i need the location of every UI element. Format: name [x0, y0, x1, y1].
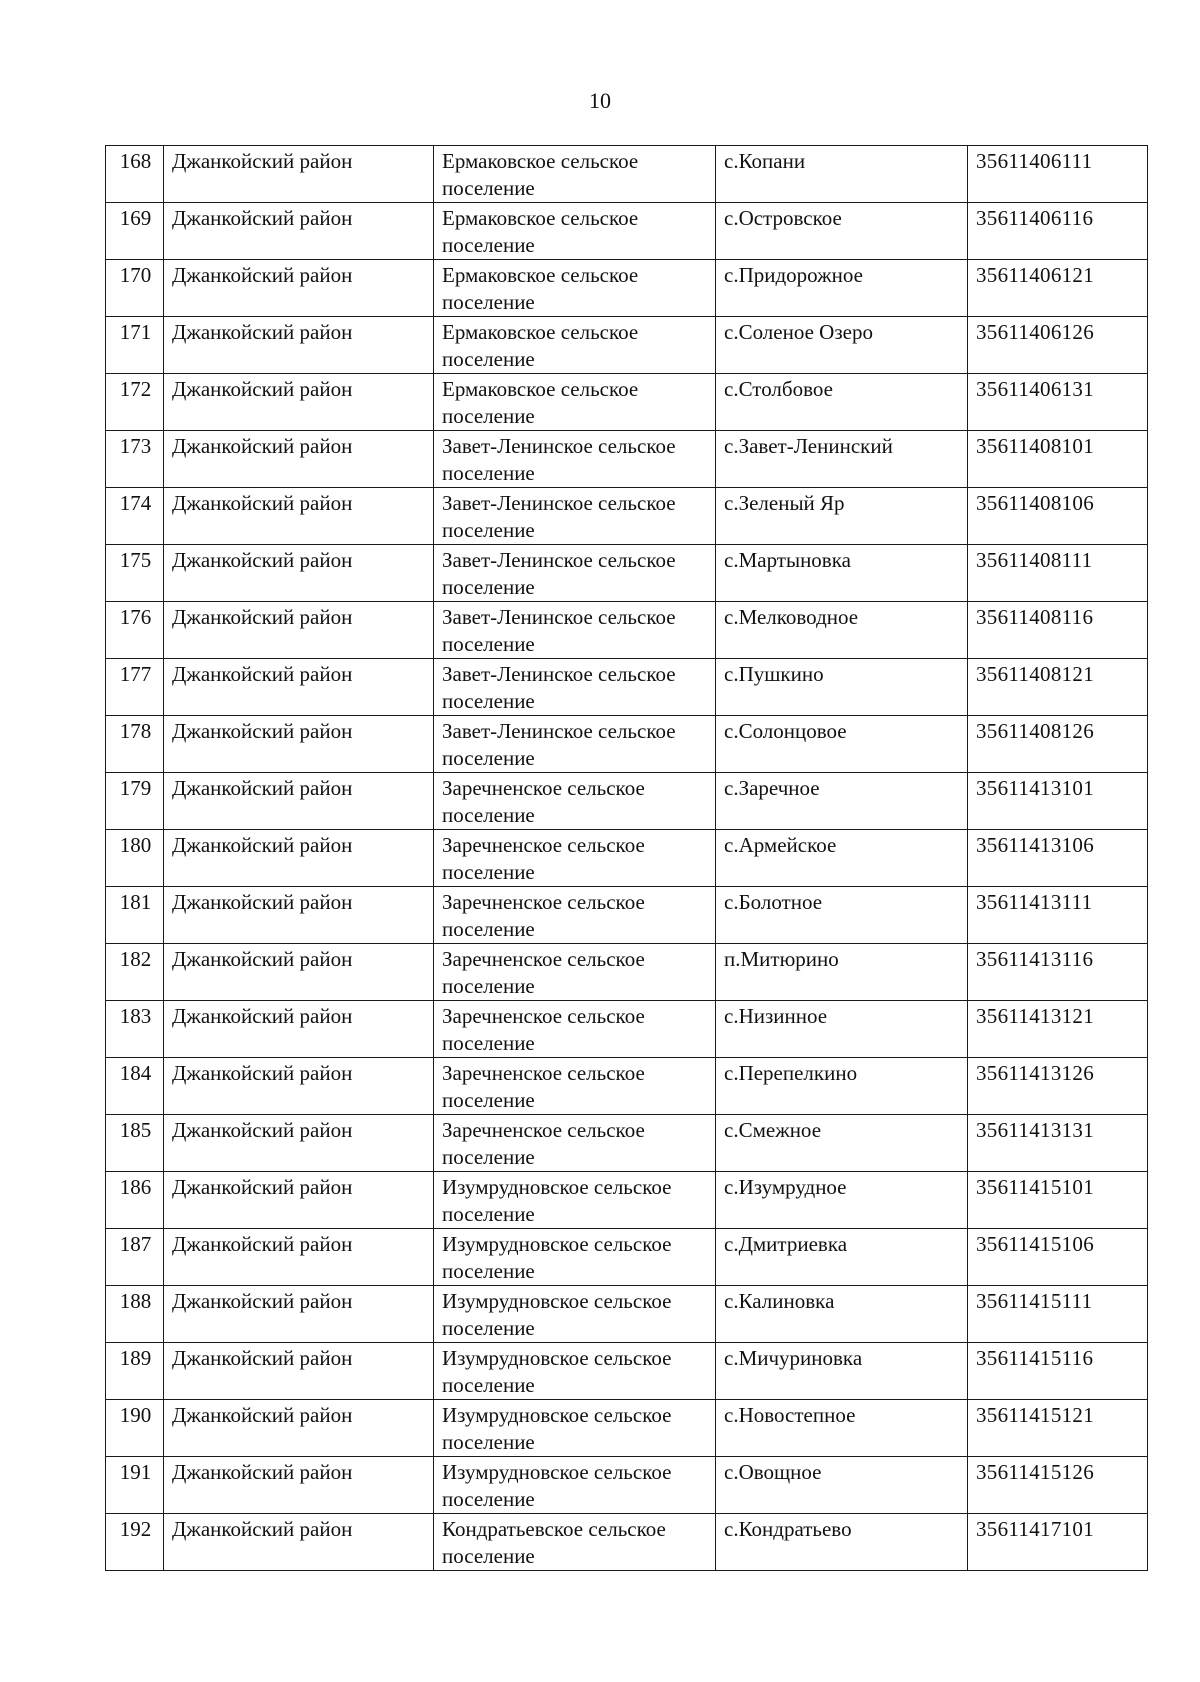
- oktmo-code-cell: 35611413131: [968, 1115, 1148, 1172]
- district-cell: Джанкойский район: [164, 1001, 434, 1058]
- table-row: [106, 1229, 1148, 1286]
- district-cell: Джанкойский район: [164, 716, 434, 773]
- district-cell: Джанкойский район: [164, 887, 434, 944]
- settlement-cell: Завет-Ленинское сельское поселение: [434, 545, 716, 602]
- row-number-cell: 175: [106, 545, 164, 602]
- settlement-cell: Ермаковское сельское поселение: [434, 260, 716, 317]
- row-number-cell: 173: [106, 431, 164, 488]
- district-cell: Джанкойский район: [164, 146, 434, 203]
- locality-cell: с.Низинное: [716, 1001, 968, 1058]
- district-cell: Джанкойский район: [164, 1457, 434, 1514]
- locality-cell: с.Перепелкино: [716, 1058, 968, 1115]
- row-number-cell: 172: [106, 374, 164, 431]
- locality-cell: с.Смежное: [716, 1115, 968, 1172]
- oktmo-code-cell: 35611406126: [968, 317, 1148, 374]
- locality-cell: с.Кондратьево: [716, 1514, 968, 1571]
- district-cell: Джанкойский район: [164, 1343, 434, 1400]
- row-number-cell: 183: [106, 1001, 164, 1058]
- table-row: [106, 716, 1148, 773]
- row-number-cell: 179: [106, 773, 164, 830]
- district-cell: Джанкойский район: [164, 1115, 434, 1172]
- table-row: [106, 488, 1148, 545]
- table-row: [106, 887, 1148, 944]
- row-number-cell: 176: [106, 602, 164, 659]
- table-row: [106, 374, 1148, 431]
- table-row: [106, 602, 1148, 659]
- district-cell: Джанкойский район: [164, 1514, 434, 1571]
- table-row: [106, 203, 1148, 260]
- settlements-table: [105, 145, 1148, 1571]
- settlement-cell: Завет-Ленинское сельское поселение: [434, 716, 716, 773]
- table-row: [106, 1343, 1148, 1400]
- row-number-cell: 178: [106, 716, 164, 773]
- table-row: [106, 1001, 1148, 1058]
- locality-cell: с.Изумрудное: [716, 1172, 968, 1229]
- locality-cell: с.Мелководное: [716, 602, 968, 659]
- table-row: [106, 545, 1148, 602]
- settlement-cell: Ермаковское сельское поселение: [434, 374, 716, 431]
- oktmo-code-cell: 35611406116: [968, 203, 1148, 260]
- row-number-cell: 187: [106, 1229, 164, 1286]
- row-number-cell: 191: [106, 1457, 164, 1514]
- locality-cell: с.Островское: [716, 203, 968, 260]
- row-number-cell: 186: [106, 1172, 164, 1229]
- district-cell: Джанкойский район: [164, 659, 434, 716]
- table-row: [106, 1514, 1148, 1571]
- table-row: [106, 830, 1148, 887]
- oktmo-code-cell: 35611413116: [968, 944, 1148, 1001]
- oktmo-code-cell: 35611408126: [968, 716, 1148, 773]
- district-cell: Джанкойский район: [164, 545, 434, 602]
- district-cell: Джанкойский район: [164, 203, 434, 260]
- locality-cell: с.Болотное: [716, 887, 968, 944]
- locality-cell: с.Копани: [716, 146, 968, 203]
- oktmo-code-cell: 35611408101: [968, 431, 1148, 488]
- table-row: [106, 1457, 1148, 1514]
- settlement-cell: Завет-Ленинское сельское поселение: [434, 659, 716, 716]
- table-body: [106, 146, 1148, 1571]
- settlement-cell: Изумрудновское сельское поселение: [434, 1343, 716, 1400]
- row-number-cell: 190: [106, 1400, 164, 1457]
- table-row: [106, 431, 1148, 488]
- locality-cell: с.Дмитриевка: [716, 1229, 968, 1286]
- district-cell: Джанкойский район: [164, 1172, 434, 1229]
- table-row: [106, 1172, 1148, 1229]
- oktmo-code-cell: 35611408106: [968, 488, 1148, 545]
- oktmo-code-cell: 35611413111: [968, 887, 1148, 944]
- settlement-cell: Завет-Ленинское сельское поселение: [434, 431, 716, 488]
- settlement-cell: Ермаковское сельское поселение: [434, 203, 716, 260]
- settlement-cell: Заречненское сельское поселение: [434, 773, 716, 830]
- table-row: [106, 146, 1148, 203]
- locality-cell: с.Новостепное: [716, 1400, 968, 1457]
- locality-cell: с.Соленое Озеро: [716, 317, 968, 374]
- table-row: [106, 1286, 1148, 1343]
- locality-cell: с.Мартыновка: [716, 545, 968, 602]
- oktmo-code-cell: 35611415121: [968, 1400, 1148, 1457]
- settlement-cell: Ермаковское сельское поселение: [434, 146, 716, 203]
- oktmo-code-cell: 35611408121: [968, 659, 1148, 716]
- oktmo-code-cell: 35611415106: [968, 1229, 1148, 1286]
- row-number-cell: 189: [106, 1343, 164, 1400]
- row-number-cell: 188: [106, 1286, 164, 1343]
- oktmo-code-cell: 35611406111: [968, 146, 1148, 203]
- oktmo-code-cell: 35611413126: [968, 1058, 1148, 1115]
- district-cell: Джанкойский район: [164, 1400, 434, 1457]
- row-number-cell: 171: [106, 317, 164, 374]
- oktmo-code-cell: 35611415111: [968, 1286, 1148, 1343]
- district-cell: Джанкойский район: [164, 1286, 434, 1343]
- district-cell: Джанкойский район: [164, 260, 434, 317]
- oktmo-code-cell: 35611415126: [968, 1457, 1148, 1514]
- row-number-cell: 180: [106, 830, 164, 887]
- settlement-cell: Заречненское сельское поселение: [434, 830, 716, 887]
- oktmo-code-cell: 35611408116: [968, 602, 1148, 659]
- district-cell: Джанкойский район: [164, 944, 434, 1001]
- oktmo-code-cell: 35611408111: [968, 545, 1148, 602]
- settlement-cell: Завет-Ленинское сельское поселение: [434, 488, 716, 545]
- locality-cell: с.Калиновка: [716, 1286, 968, 1343]
- oktmo-code-cell: 35611413101: [968, 773, 1148, 830]
- oktmo-code-cell: 35611406121: [968, 260, 1148, 317]
- oktmo-code-cell: 35611415101: [968, 1172, 1148, 1229]
- table-row: [106, 944, 1148, 1001]
- settlement-cell: Заречненское сельское поселение: [434, 887, 716, 944]
- oktmo-code-cell: 35611413106: [968, 830, 1148, 887]
- settlement-cell: Ермаковское сельское поселение: [434, 317, 716, 374]
- settlement-cell: Изумрудновское сельское поселение: [434, 1229, 716, 1286]
- row-number-cell: 185: [106, 1115, 164, 1172]
- locality-cell: с.Заречное: [716, 773, 968, 830]
- locality-cell: с.Завет-Ленинский: [716, 431, 968, 488]
- oktmo-code-cell: 35611406131: [968, 374, 1148, 431]
- row-number-cell: 181: [106, 887, 164, 944]
- district-cell: Джанкойский район: [164, 488, 434, 545]
- table-row: [106, 317, 1148, 374]
- row-number-cell: 169: [106, 203, 164, 260]
- row-number-cell: 184: [106, 1058, 164, 1115]
- locality-cell: с.Армейское: [716, 830, 968, 887]
- settlement-cell: Завет-Ленинское сельское поселение: [434, 602, 716, 659]
- oktmo-code-cell: 35611413121: [968, 1001, 1148, 1058]
- table-row: [106, 773, 1148, 830]
- settlement-cell: Заречненское сельское поселение: [434, 944, 716, 1001]
- settlement-cell: Изумрудновское сельское поселение: [434, 1457, 716, 1514]
- oktmo-code-cell: 35611417101: [968, 1514, 1148, 1571]
- locality-cell: с.Столбовое: [716, 374, 968, 431]
- settlement-cell: Кондратьевское сельское поселение: [434, 1514, 716, 1571]
- district-cell: Джанкойский район: [164, 317, 434, 374]
- settlement-cell: Изумрудновское сельское поселение: [434, 1400, 716, 1457]
- locality-cell: с.Овощное: [716, 1457, 968, 1514]
- table-row: [106, 659, 1148, 716]
- row-number-cell: 177: [106, 659, 164, 716]
- locality-cell: с.Солонцовое: [716, 716, 968, 773]
- locality-cell: с.Придорожное: [716, 260, 968, 317]
- district-cell: Джанкойский район: [164, 374, 434, 431]
- locality-cell: п.Митюрино: [716, 944, 968, 1001]
- table-row: [106, 1058, 1148, 1115]
- locality-cell: с.Мичуриновка: [716, 1343, 968, 1400]
- settlement-cell: Заречненское сельское поселение: [434, 1115, 716, 1172]
- district-cell: Джанкойский район: [164, 602, 434, 659]
- oktmo-code-cell: 35611415116: [968, 1343, 1148, 1400]
- page-number: 10: [589, 88, 611, 113]
- row-number-cell: 170: [106, 260, 164, 317]
- table-row: [106, 1400, 1148, 1457]
- district-cell: Джанкойский район: [164, 431, 434, 488]
- settlement-cell: Изумрудновское сельское поселение: [434, 1172, 716, 1229]
- row-number-cell: 192: [106, 1514, 164, 1571]
- district-cell: Джанкойский район: [164, 773, 434, 830]
- locality-cell: с.Пушкино: [716, 659, 968, 716]
- district-cell: Джанкойский район: [164, 830, 434, 887]
- row-number-cell: 174: [106, 488, 164, 545]
- row-number-cell: 182: [106, 944, 164, 1001]
- row-number-cell: 168: [106, 146, 164, 203]
- table-row: [106, 260, 1148, 317]
- settlement-cell: Изумрудновское сельское поселение: [434, 1286, 716, 1343]
- locality-cell: с.Зеленый Яр: [716, 488, 968, 545]
- settlement-cell: Заречненское сельское поселение: [434, 1001, 716, 1058]
- district-cell: Джанкойский район: [164, 1229, 434, 1286]
- district-cell: Джанкойский район: [164, 1058, 434, 1115]
- settlement-cell: Заречненское сельское поселение: [434, 1058, 716, 1115]
- table-row: [106, 1115, 1148, 1172]
